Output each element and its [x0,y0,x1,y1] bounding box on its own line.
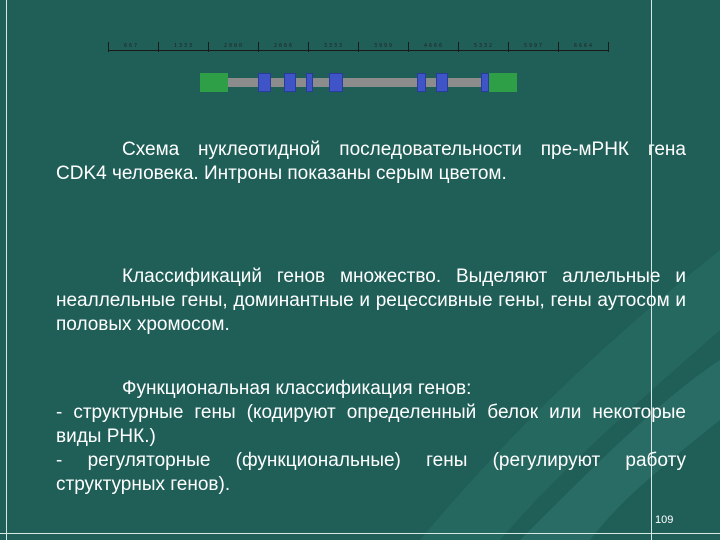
scale-label: 667 [124,43,140,49]
paragraph-gene-classification [56,265,686,337]
functional-classification [56,377,686,497]
scale-tick [308,42,309,52]
exon [481,73,489,92]
paragraph-text: Классификаций генов множество. Выделяют аллельные и неаллельные гены, доминантные и рецессивные гены, гены аутосом и половых хромосом. [56,266,686,335]
scale-tick [108,42,109,52]
scale-tick [608,42,609,52]
exon [258,73,271,92]
scale-tick [158,42,159,52]
scale-label: 2000 [224,43,245,49]
scale-label: 5997 [524,43,545,49]
scale-label: 1333 [174,43,195,49]
list-item: - регуляторные (функциональные) гены (регулируют работу структурных генов). [56,450,686,495]
exon [329,73,343,92]
scale-tick [508,42,509,52]
scale-label: 6664 [574,43,595,49]
paragraph-cdk4-scheme [56,138,686,186]
exon [284,73,296,92]
exon [306,73,313,92]
scale-tick [258,42,259,52]
scale-label: 5332 [474,43,495,49]
scale-tick [458,42,459,52]
scale-label: 3999 [374,43,395,49]
exon-end [489,73,517,92]
nucleotide-scale [108,40,608,54]
scale-label: 3333 [324,43,345,49]
page-number: 109 [655,514,674,526]
scale-tick [358,42,359,52]
paragraph-text: Схема нуклеотидной последовательности пре-мРНК гена CDK4 человека. Интроны показаны серым цветом. [56,139,686,184]
scale-label: 2666 [274,43,295,49]
exon [436,73,448,92]
gene-diagram [200,73,517,92]
exon-start [200,73,228,92]
list-item: - структурные гены (кодируют определенный белок или некоторые виды РНК.) [56,402,686,447]
exon [417,73,426,92]
left-border-line [6,0,7,540]
scale-label: 4666 [424,43,445,49]
scale-tick [558,42,559,52]
list-heading: Функциональная классификация генов: [122,378,472,399]
bottom-border-line [0,533,720,534]
scale-tick [208,42,209,52]
scale-tick [408,42,409,52]
